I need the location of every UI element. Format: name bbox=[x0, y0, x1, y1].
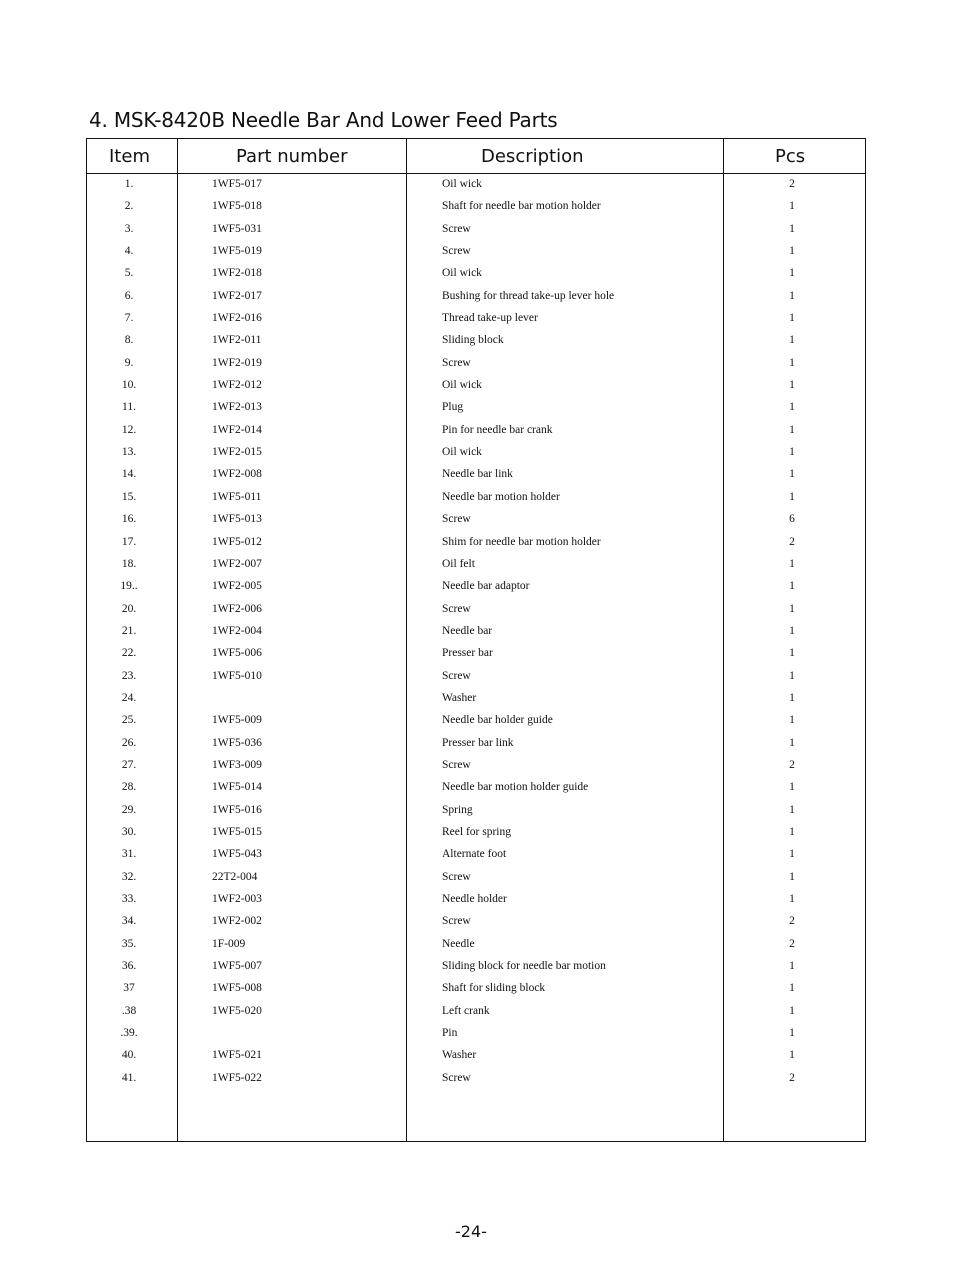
table-row bbox=[87, 488, 865, 510]
table-row bbox=[87, 577, 865, 599]
row-item-number: 30. bbox=[121, 825, 137, 838]
row-pcs: 2 bbox=[789, 535, 795, 548]
row-pcs: 1 bbox=[789, 289, 795, 302]
row-description: Reel for spring bbox=[442, 825, 511, 838]
row-part-number: 1WF2-006 bbox=[212, 602, 262, 615]
row-description: Oil wick bbox=[442, 379, 482, 392]
table-row bbox=[87, 823, 865, 845]
row-part-number: 1WF5-006 bbox=[212, 647, 262, 660]
row-part-number: 1WF2-007 bbox=[212, 557, 262, 570]
row-item-number: 9. bbox=[124, 356, 134, 369]
header-description: Description bbox=[481, 146, 584, 167]
row-pcs: 1 bbox=[789, 312, 795, 325]
page-number: -24- bbox=[455, 1222, 487, 1241]
row-item-number: 25. bbox=[121, 714, 137, 727]
row-description: Oil wick bbox=[442, 178, 482, 190]
row-part-number: 1WF2-013 bbox=[212, 401, 262, 414]
row-item-number: 13. bbox=[121, 446, 137, 459]
row-pcs: 1 bbox=[789, 848, 795, 861]
row-pcs: 1 bbox=[789, 1027, 795, 1040]
table-row bbox=[87, 421, 865, 443]
row-item-number: 26. bbox=[121, 736, 137, 749]
row-description: Screw bbox=[442, 222, 471, 235]
row-description: Bushing for thread take-up lever hole bbox=[442, 289, 615, 302]
row-item-number: 37 bbox=[123, 982, 135, 995]
row-item-number: 21. bbox=[121, 624, 137, 637]
row-pcs: 1 bbox=[789, 825, 795, 838]
row-pcs: 1 bbox=[789, 222, 795, 235]
row-part-number: 1WF5-043 bbox=[212, 848, 262, 861]
row-description: Pin bbox=[442, 1027, 458, 1040]
row-item-number: 20. bbox=[121, 602, 137, 615]
row-part-number: 1F-009 bbox=[212, 937, 246, 950]
table-row bbox=[87, 398, 865, 420]
row-pcs: 1 bbox=[789, 669, 795, 682]
row-part-number: 1WF5-011 bbox=[212, 490, 262, 503]
row-pcs: 1 bbox=[789, 691, 795, 704]
row-description: Washer bbox=[442, 1049, 477, 1062]
table-row bbox=[87, 287, 865, 309]
row-pcs: 1 bbox=[789, 334, 795, 347]
row-description: Screw bbox=[442, 915, 471, 928]
row-pcs: 2 bbox=[789, 758, 795, 771]
table-row bbox=[87, 1069, 865, 1091]
table-row bbox=[87, 220, 865, 242]
row-item-number: 17. bbox=[121, 535, 137, 548]
row-pcs: 1 bbox=[789, 200, 795, 213]
row-item-number: 31. bbox=[121, 848, 137, 861]
row-part-number: 1WF3-009 bbox=[212, 758, 262, 771]
table-row bbox=[87, 533, 865, 555]
table-body bbox=[87, 175, 865, 1091]
row-description: Presser bar link bbox=[442, 736, 514, 749]
row-item-number: 6. bbox=[124, 289, 134, 302]
row-part-number: 1WF5-031 bbox=[212, 222, 262, 235]
row-item-number: 22. bbox=[121, 647, 137, 660]
row-description: Sliding block bbox=[442, 334, 504, 347]
row-description: Shim for needle bar motion holder bbox=[442, 535, 601, 548]
table-row bbox=[87, 689, 865, 711]
row-description: Screw bbox=[442, 669, 471, 682]
row-part-number: 1WF5-021 bbox=[212, 1049, 262, 1062]
page-title: 4. MSK-8420B Needle Bar And Lower Feed Parts bbox=[89, 108, 558, 132]
row-part-number: 1WF2-012 bbox=[212, 379, 262, 392]
row-pcs: 1 bbox=[789, 893, 795, 905]
row-description: Sliding block for needle bar motion bbox=[442, 960, 606, 973]
row-item-number: 16. bbox=[121, 513, 137, 526]
row-item-number: 8. bbox=[124, 334, 134, 347]
row-pcs: 1 bbox=[789, 267, 795, 280]
table-row bbox=[87, 644, 865, 666]
parts-table bbox=[86, 138, 866, 1142]
row-item-number: 36. bbox=[121, 960, 137, 973]
table-row bbox=[87, 756, 865, 778]
row-part-number: 1WF5-016 bbox=[212, 803, 262, 816]
table-row bbox=[87, 801, 865, 823]
row-description: Needle bar bbox=[442, 624, 493, 637]
row-part-number: 1WF2-003 bbox=[212, 893, 262, 905]
row-part-number: 1WF2-011 bbox=[212, 334, 262, 347]
table-row bbox=[87, 309, 865, 331]
row-pcs: 1 bbox=[789, 714, 795, 727]
row-item-number: 4. bbox=[124, 245, 134, 258]
row-pcs: 2 bbox=[789, 937, 795, 950]
row-part-number: 22T2-004 bbox=[212, 870, 258, 883]
table-row bbox=[87, 1046, 865, 1068]
row-item-number: 10. bbox=[121, 379, 137, 392]
row-item-number: 32. bbox=[121, 870, 137, 883]
row-part-number: 1WF5-009 bbox=[212, 714, 262, 727]
table-row bbox=[87, 957, 865, 979]
row-part-number: 1WF2-014 bbox=[212, 423, 262, 436]
row-item-number: 5. bbox=[124, 267, 134, 280]
row-part-number: 1WF5-020 bbox=[212, 1004, 262, 1017]
row-description: Needle bar motion holder guide bbox=[442, 781, 589, 794]
row-part-number: 1WF5-015 bbox=[212, 825, 262, 838]
row-description: Plug bbox=[442, 401, 464, 414]
row-pcs: 1 bbox=[789, 960, 795, 973]
row-pcs: 1 bbox=[789, 624, 795, 637]
row-description: Needle bar link bbox=[442, 468, 513, 481]
row-description: Screw bbox=[442, 356, 471, 369]
row-pcs: 1 bbox=[789, 1004, 795, 1017]
row-part-number: 1WF5-019 bbox=[212, 245, 262, 258]
row-part-number: 1WF5-017 bbox=[212, 178, 262, 190]
row-part-number: 1WF2-002 bbox=[212, 915, 262, 928]
table-row bbox=[87, 890, 865, 912]
table-row bbox=[87, 734, 865, 756]
row-pcs: 1 bbox=[789, 423, 795, 436]
row-part-number: 1WF5-008 bbox=[212, 982, 262, 995]
row-item-number: 19.. bbox=[120, 580, 138, 593]
row-part-number: 1WF5-007 bbox=[212, 960, 262, 973]
row-description: Spring bbox=[442, 803, 473, 816]
table-row bbox=[87, 912, 865, 934]
row-description: Screw bbox=[442, 758, 471, 771]
table-row bbox=[87, 845, 865, 867]
row-item-number: 27. bbox=[121, 758, 137, 771]
row-part-number: 1WF2-017 bbox=[212, 289, 262, 302]
table-row bbox=[87, 354, 865, 376]
row-item-number: 3. bbox=[124, 222, 134, 235]
row-item-number: 23. bbox=[121, 669, 137, 682]
table-row bbox=[87, 175, 865, 197]
row-part-number: 1WF5-010 bbox=[212, 669, 262, 682]
row-pcs: 1 bbox=[789, 468, 795, 481]
row-part-number: 1WF2-015 bbox=[212, 446, 262, 459]
row-part-number: 1WF2-004 bbox=[212, 624, 262, 637]
row-item-number: 11. bbox=[122, 401, 136, 414]
table-row bbox=[87, 331, 865, 353]
table-row bbox=[87, 600, 865, 622]
row-description: Left crank bbox=[442, 1004, 490, 1017]
row-pcs: 1 bbox=[789, 1049, 795, 1062]
row-item-number: 12. bbox=[121, 423, 137, 436]
table-row bbox=[87, 667, 865, 689]
table-row bbox=[87, 443, 865, 465]
row-pcs: 1 bbox=[789, 356, 795, 369]
header-part-number: Part number bbox=[236, 146, 348, 167]
table-row bbox=[87, 711, 865, 733]
row-pcs: 2 bbox=[789, 178, 795, 190]
row-pcs: 1 bbox=[789, 647, 795, 660]
row-pcs: 2 bbox=[789, 915, 795, 928]
row-description: Needle bar holder guide bbox=[442, 714, 553, 727]
row-description: Needle bar motion holder bbox=[442, 490, 560, 503]
row-part-number: 1WF5-036 bbox=[212, 736, 262, 749]
row-pcs: 1 bbox=[789, 446, 795, 459]
row-part-number: 1WF5-018 bbox=[212, 200, 262, 213]
row-pcs: 2 bbox=[789, 1071, 795, 1084]
row-item-number: .38 bbox=[121, 1004, 137, 1017]
table-row bbox=[87, 465, 865, 487]
row-item-number: 35. bbox=[121, 937, 137, 950]
row-pcs: 1 bbox=[789, 736, 795, 749]
row-item-number: 34. bbox=[121, 915, 137, 928]
row-description: Screw bbox=[442, 245, 471, 258]
row-description: Pin for needle bar crank bbox=[442, 423, 553, 436]
header-divider bbox=[87, 173, 865, 174]
row-item-number: 15. bbox=[121, 490, 137, 503]
row-description: Washer bbox=[442, 691, 477, 704]
table-row bbox=[87, 979, 865, 1001]
row-pcs: 1 bbox=[789, 982, 795, 995]
row-pcs: 1 bbox=[789, 401, 795, 414]
row-part-number: 1WF2-008 bbox=[212, 468, 262, 481]
row-item-number: 40. bbox=[121, 1049, 137, 1062]
row-description: Oil wick bbox=[442, 446, 482, 459]
row-item-number: 41. bbox=[121, 1071, 137, 1084]
row-description: Screw bbox=[442, 602, 471, 615]
row-part-number: 1WF5-012 bbox=[212, 535, 262, 548]
row-item-number: 14. bbox=[121, 468, 137, 481]
header-pcs: Pcs bbox=[775, 146, 806, 167]
row-item-number: 33. bbox=[121, 893, 137, 905]
table-row bbox=[87, 935, 865, 957]
row-description: Screw bbox=[442, 513, 471, 526]
table-row bbox=[87, 868, 865, 890]
row-part-number: 1WF5-014 bbox=[212, 781, 262, 794]
row-pcs: 1 bbox=[789, 245, 795, 258]
table-row bbox=[87, 376, 865, 398]
row-part-number: 1WF5-013 bbox=[212, 513, 262, 526]
table-row bbox=[87, 242, 865, 264]
row-description: Alternate foot bbox=[442, 848, 507, 861]
row-part-number: 1WF2-005 bbox=[212, 580, 262, 593]
row-part-number: 1WF2-019 bbox=[212, 356, 262, 369]
row-pcs: 1 bbox=[789, 557, 795, 570]
row-description: Thread take-up lever bbox=[442, 312, 538, 325]
row-item-number: 18. bbox=[121, 557, 137, 570]
table-row bbox=[87, 778, 865, 800]
row-description: Shaft for needle bar motion holder bbox=[442, 200, 601, 213]
row-pcs: 1 bbox=[789, 781, 795, 794]
row-item-number: 2. bbox=[124, 200, 134, 213]
row-item-number: 7. bbox=[124, 312, 134, 325]
row-item-number: .39. bbox=[120, 1027, 138, 1040]
row-pcs: 1 bbox=[789, 602, 795, 615]
row-pcs: 1 bbox=[789, 580, 795, 593]
row-description: Screw bbox=[442, 870, 471, 883]
row-pcs: 1 bbox=[789, 803, 795, 816]
row-pcs: 6 bbox=[789, 513, 795, 526]
row-pcs: 1 bbox=[789, 490, 795, 503]
row-description: Oil felt bbox=[442, 557, 475, 570]
header-item: Item bbox=[109, 146, 150, 167]
table-row bbox=[87, 264, 865, 286]
row-item-number: 28. bbox=[121, 781, 137, 794]
row-description: Screw bbox=[442, 1071, 471, 1084]
table-row bbox=[87, 510, 865, 532]
table-row bbox=[87, 1024, 865, 1046]
row-item-number: 29. bbox=[121, 803, 137, 816]
row-part-number: 1WF2-018 bbox=[212, 267, 262, 280]
row-description: Needle holder bbox=[442, 893, 507, 905]
table-row bbox=[87, 197, 865, 219]
row-part-number: 1WF5-022 bbox=[212, 1071, 262, 1084]
row-part-number: 1WF2-016 bbox=[212, 312, 262, 325]
row-description: Oil wick bbox=[442, 267, 482, 280]
table-row bbox=[87, 622, 865, 644]
row-description: Presser bar bbox=[442, 647, 493, 660]
row-description: Shaft for sliding block bbox=[442, 982, 546, 995]
row-item-number: 24. bbox=[121, 691, 137, 704]
row-pcs: 1 bbox=[789, 870, 795, 883]
row-description: Needle bar adaptor bbox=[442, 580, 530, 593]
table-row bbox=[87, 1002, 865, 1024]
row-pcs: 1 bbox=[789, 379, 795, 392]
row-item-number: 1. bbox=[124, 178, 134, 190]
table-row bbox=[87, 555, 865, 577]
row-description: Needle bbox=[442, 937, 475, 950]
